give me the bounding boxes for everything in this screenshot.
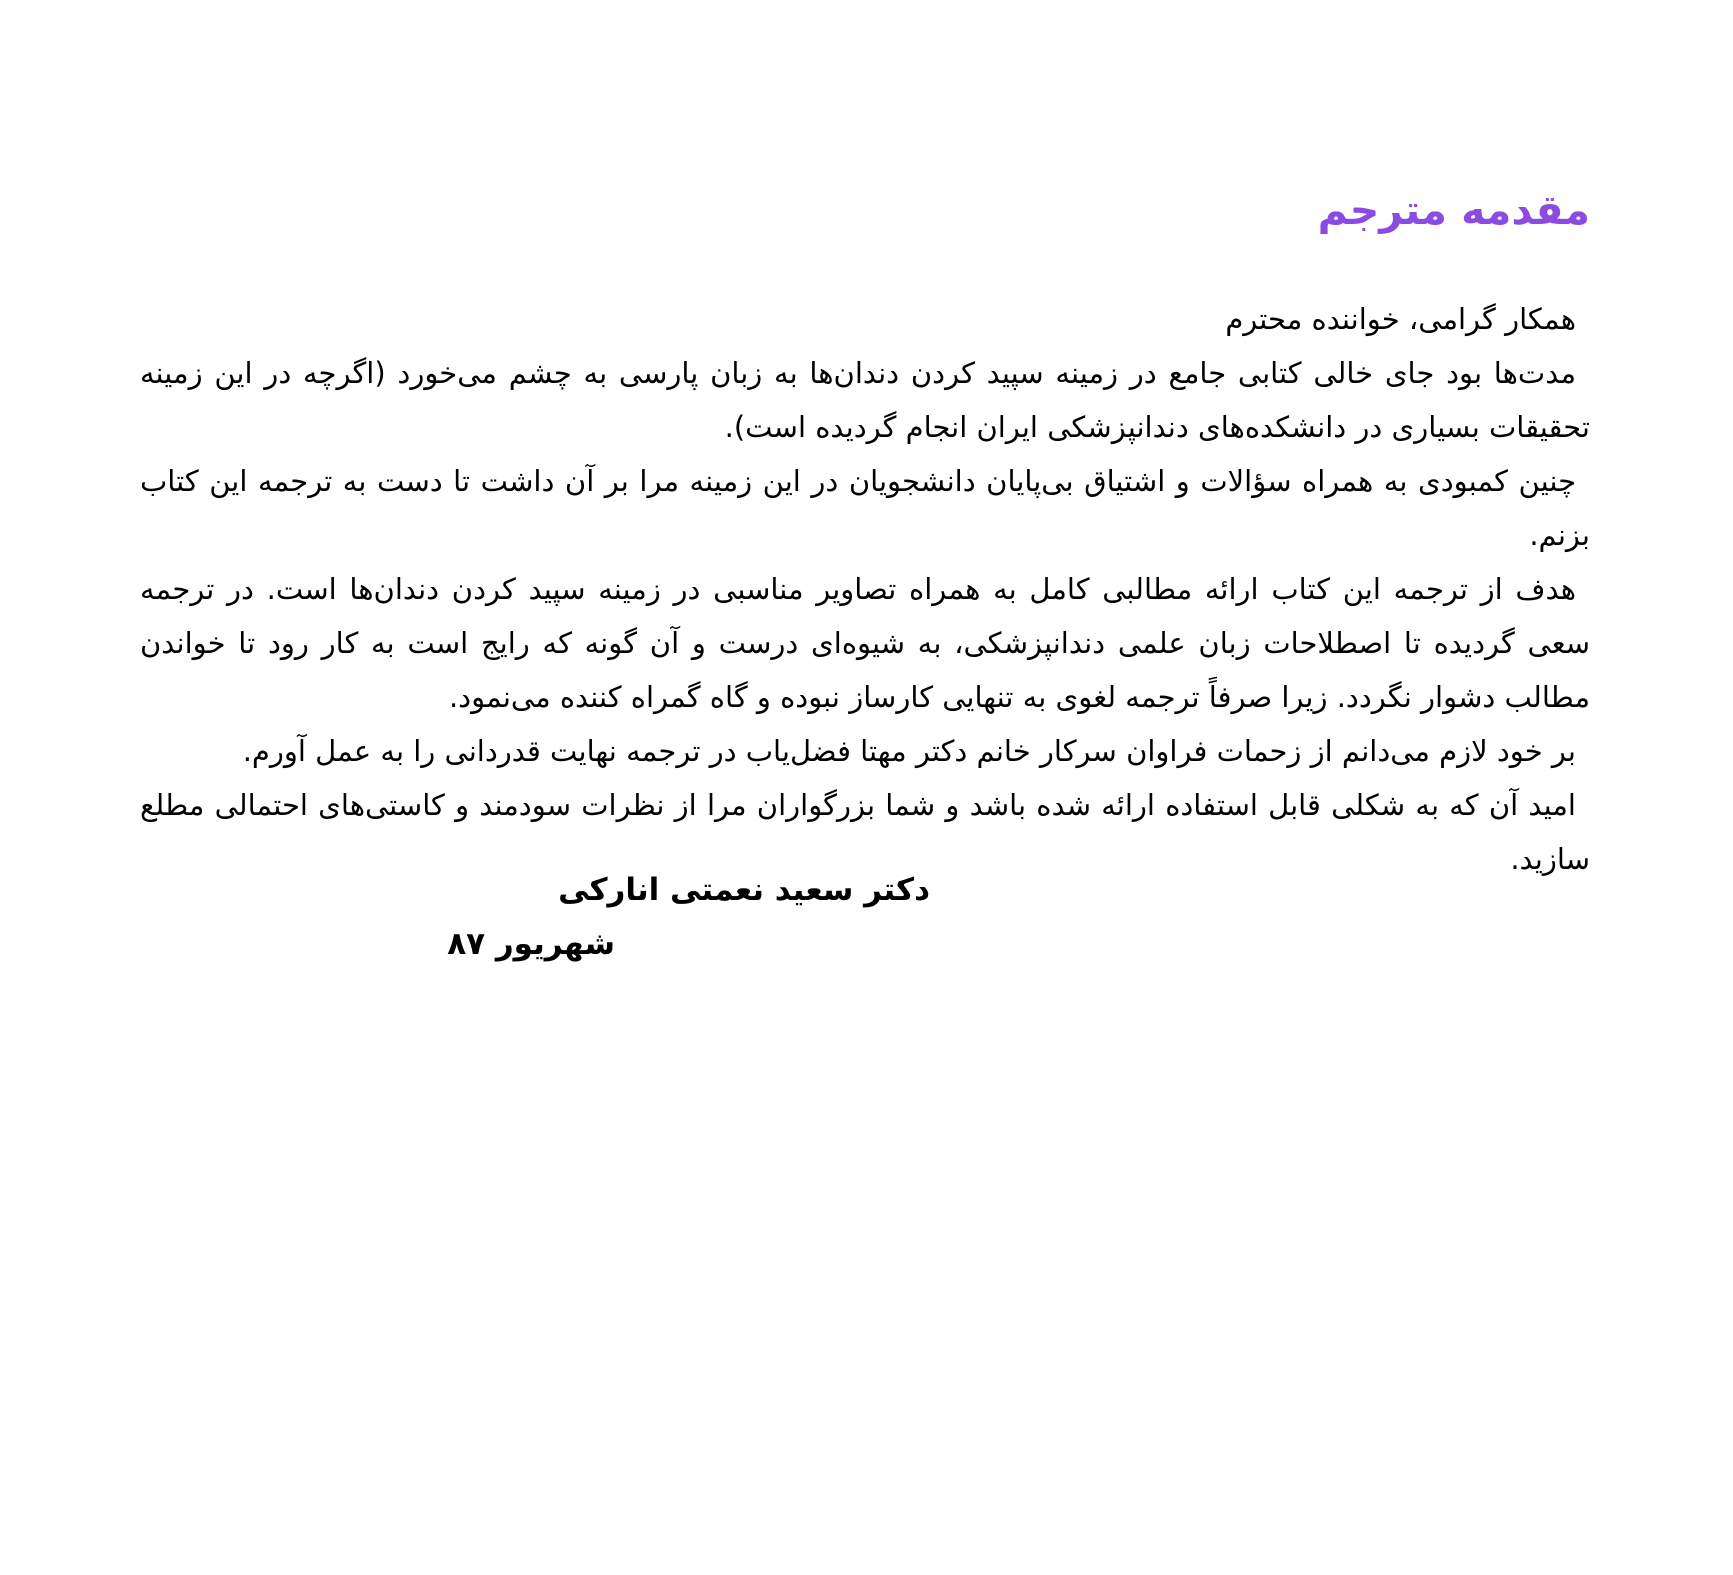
paragraph-acknowledgement: بر خود لازم می‌دانم از زحمات فراوان سرکار خانم دکتر مهتا فضل‌یاب در ترجمه نهایت قدردانی را به عمل آورم.: [242, 734, 1576, 768]
signature-name: دکتر سعید نعمتی اناركی: [558, 872, 930, 908]
page-title: مقدمه مترجم: [1317, 186, 1590, 234]
signature-date: شهریور ۸۷: [447, 926, 615, 962]
paragraph-intro: مدت‌ها بود جای خالی کتابی جامع در زمینه سپید کردن دندان‌ها به زبان پارسی به چشم می‌خورد (اگرچه در این زمینه تحقیقات بسیاری در دانشکده‌های دندانپزشکی ایران انجام گردیده است).: [140, 356, 1590, 444]
paragraph-salutation: همکار گرامی، خواننده محترم: [1225, 302, 1576, 336]
paragraph-motivation: چنین کمبودی به همراه سؤالات و اشتیاق بی‌پایان دانشجویان در این زمینه مرا بر آن داشت تا دست به ترجمه این کتاب بزنم.: [140, 464, 1590, 552]
paragraph-goal: هدف از ترجمه این کتاب ارائه مطالبی کامل به همراه تصاویر مناسبی در زمینه سپید کردن دندان‌ها است. در ترجمه سعی گردیده تا اصطلاحات زبان علمی دندانپزشکی، به شیوه‌ای درست و آن گونه که رایج است به کار رود تا خواندن مطالب دشوار نگردد. زیرا صرفاً ترجمه لغوی به تنهایی کارساز نبوده و گاه گمراه کننده می‌نمود.: [140, 572, 1590, 714]
body-text: [140, 292, 1590, 886]
paragraph-hope: امید آن که به شکلی قابل استفاده ارائه شده باشد و شما بزرگواران مرا از نظرات سودمند و کاستی‌های احتمالی مطلع سازید.: [140, 788, 1590, 876]
